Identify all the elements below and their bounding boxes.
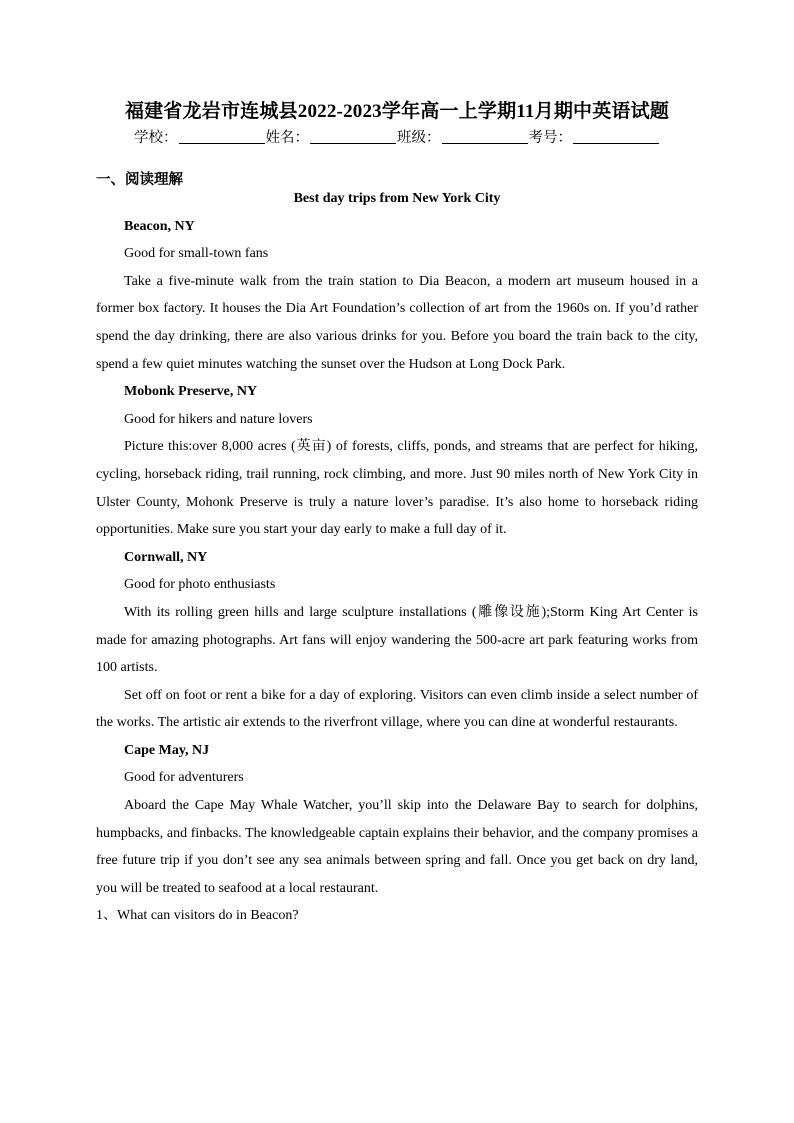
place-good-for: Good for adventurers <box>124 770 244 786</box>
question-1: 1、What can visitors do in Beacon? <box>96 908 299 924</box>
passage-paragraph: Picture this:over 8,000 acres (英亩) of forests, cliffs, ponds, and streams that are perfect for hiking, cycling, horseback riding, trail running, rock climbing, and more. Just 90 miles north of New York City in Ulster County, Mohonk Preserve is truly a nature lover’s paradise. It’s also home to horseback riding opportunities. Make sure you start your day early to make a full day of it. <box>96 439 698 538</box>
passage-paragraph: With its rolling green hills and large sculpture installations (雕像设施);Storm King Art Center is made for amazing photographs. Art fans will enjoy wandering the 500-acre art park featuring works from 100 artists. <box>96 604 698 676</box>
school-label: 学校： <box>134 130 178 146</box>
name-label: 姓名： <box>265 130 309 146</box>
name-blank[interactable] <box>310 129 396 144</box>
place-heading: Cornwall, NY <box>124 549 208 565</box>
place-heading: Cape May, NJ <box>124 742 210 758</box>
place-good-for: Good for hikers and nature lovers <box>124 411 313 427</box>
class-label: 班级： <box>397 130 441 146</box>
school-blank[interactable] <box>179 129 265 144</box>
passage-paragraph: Take a five-minute walk from the train station to Dia Beacon, a modern art museum housed in a former box factory. It houses the Dia Art Foundation’s collection of art from the 1960s on. If you’d rather spend the day drinking, there are also various drinks for you. Before you board the train back to the city, spend a few quiet minutes watching the sunset over the Hudson at Long Dock Park. <box>96 273 698 372</box>
passage-paragraph: Aboard the Cape May Whale Watcher, you’ll skip into the Delaware Bay to search for dolphins, humpbacks, and finbacks. The knowledgeable captain explains their behavior, and the company promises a free future trip if you don’t see any sea animals between spring and fall. Once you get back on dry land, you will be treated to seafood at a local restaurant. <box>96 798 698 896</box>
place-good-for: Good for photo enthusiasts <box>124 577 276 593</box>
class-blank[interactable] <box>442 129 528 144</box>
exam-number-label: 考号： <box>528 130 572 146</box>
place-heading: Beacon, NY <box>124 218 195 234</box>
reading-passage <box>96 185 698 930</box>
place-heading: Mobonk Preserve, NY <box>124 384 258 400</box>
exam-number-blank[interactable] <box>573 129 659 144</box>
page-title: 福建省龙岩市连城县2022-2023学年高一上学期11月期中英语试题 <box>124 101 670 122</box>
place-good-for: Good for small-town fans <box>124 246 269 262</box>
passage-title: Best day trips from New York City <box>293 191 501 206</box>
section-heading: 一、阅读理解 <box>96 172 183 188</box>
passage-paragraph: Set off on foot or rent a bike for a day of exploring. Visitors can even climb inside a select number of the works. The artistic air extends to the riverfront village, where you can dine at wonderful restaurants. <box>96 687 698 731</box>
student-info-line <box>0 126 794 147</box>
